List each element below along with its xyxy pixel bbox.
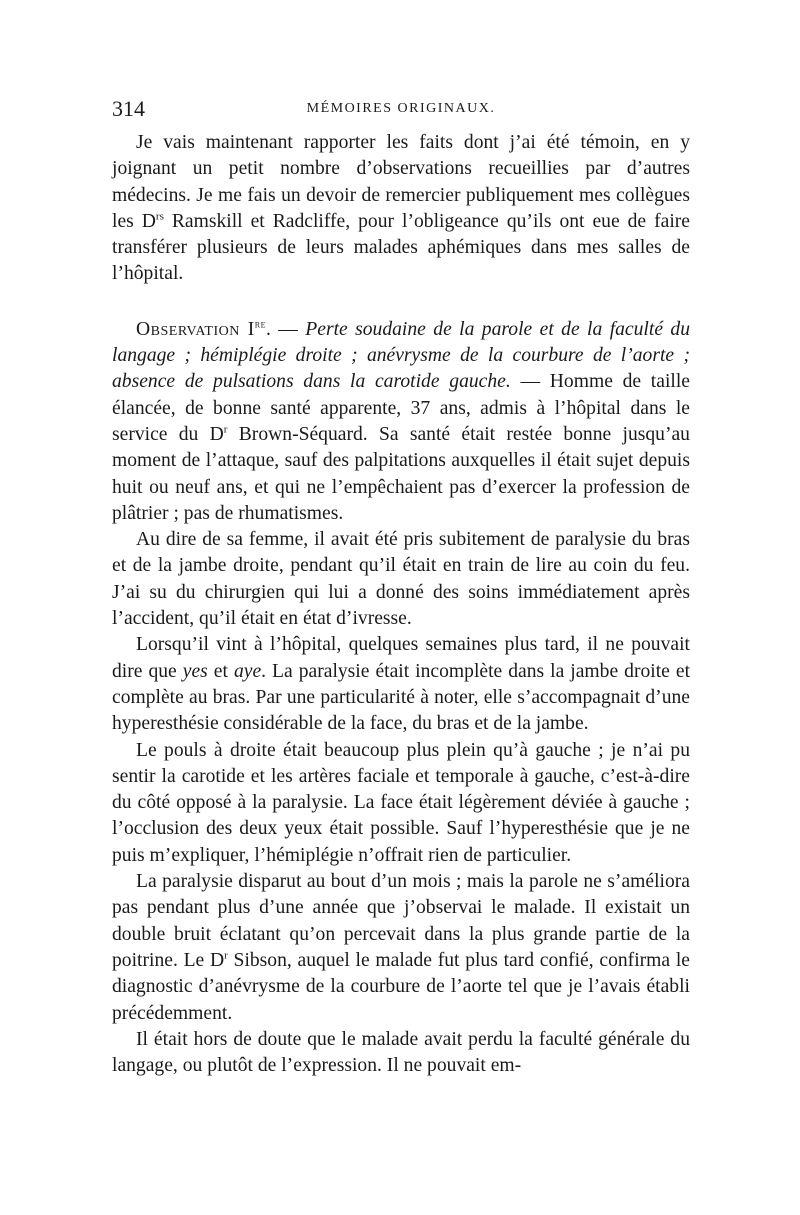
paragraph-6: La paralysie disparut au bout d’un mois ; mais la parole ne s’améliora pas pendant plus d’une année que j’observai le malade. Il existait un double bruit éclatant qu’on percevait dans la plus grande partie de la poitrine. Le $D^r$ Sibson, auquel le malade fut plus tard confié, confirma le diagnostic d’anévrysme de la courbure de l’aorte tel que je l’avais établi précédemment.	[112, 871, 690, 1024]
paragraph-4: Lorsqu’il vint à l’hôpital, quelques semaines plus tard, il ne pouvait dire que yes et aye. La paralysie était incomplète dans la jambe droite et complète au bras. Par une particularité à noter, elle s’accompagnait d’une hyperesthésie considérable de la face, du bras et de la jambe.	[112, 634, 691, 735]
paragraph-intro: Je vais maintenant rapporter les faits dont j’ai été témoin, en y joignant un petit nombre d’observations recueillies par d’autres médecins. Je me fais un devoir de remercier publiquement mes collègues les $D^{rs}$ Ramskill et Radcliffe, pour l’obligeance qu’ils ont eue de faire transférer plusieurs de leurs malades aphémiques dans mes salles de l’hôpital.	[112, 132, 690, 285]
page-header	[112, 96, 690, 126]
paragraph-5: Le pouls à droite était beaucoup plus plein qu’à gauche ; je n’ai pu sentir la carotide et les artères faciale et temporale à gauche, c’est-à-dire du côté opposé à la paralysie. La face était légèrement déviée à gauche ; l’occlusion des deux yeux était possible. Sauf l’hyperesthésie que je ne puis m’expliquer, l’hémiplégie n’offrait rien de particulier.	[112, 739, 690, 866]
page-body	[112, 130, 690, 1079]
paragraph-3: Au dire de sa femme, il avait été pris subitement de paralysie du bras et de la jambe droite, pendant qu’il était en train de lire au coin du feu. J’ai su du chirurgien qui lui a donné des soins immédiatement après l’accident, qu’il était en état d’ivresse.	[112, 529, 690, 630]
paragraph-7: Il était hors de doute que le malade avait perdu la faculté générale du langage, ou plutôt de l’expression. Il ne pouvait em-	[112, 1028, 690, 1077]
observation-label: Observation Ire	[136, 318, 266, 340]
running-title: MÉMOIRES ORIGINAUX.	[306, 101, 496, 116]
page-number: 314	[112, 96, 145, 121]
paragraph-observation: Observation Ire. — Perte soudaine de la parole et de la faculté du langage ; hémiplégie droite ; anévrysme de la courbure de l’aorte ; absence de pulsations dans la carotide gauche. — Homme de taille élancée, de bonne santé apparente, 37 ans, admis à l’hôpital dans le service du $D^r$ Brown-Séquard. Sa santé était restée bonne jusqu’au moment de l’attaque, sauf des palpitations auxquelles il était sujet depuis huit ou neuf ans, et qui ne l’empêchaient pas d’exercer la profession de plâtrier ; pas de rhumatismes.	[112, 318, 691, 524]
observation-title: Perte soudaine de la parole et de la faculté du langage ; hémiplégie droite ; anévrysme de la courbure de l’aorte ; absence de pulsations dans la carotide gauche.	[112, 318, 691, 393]
